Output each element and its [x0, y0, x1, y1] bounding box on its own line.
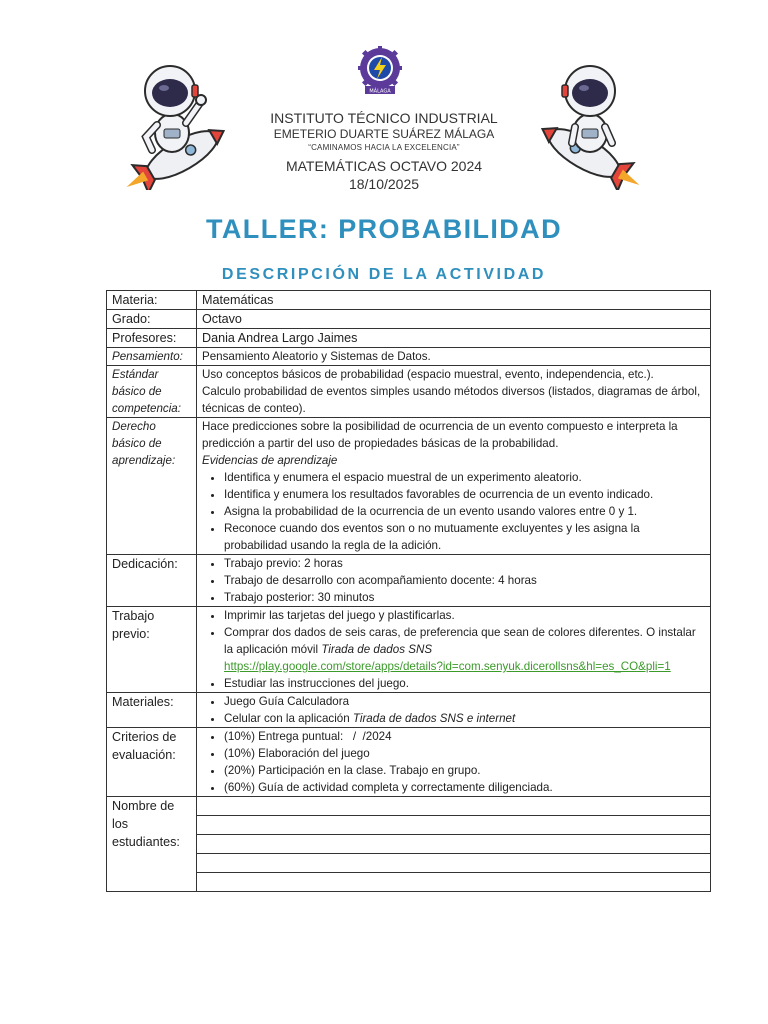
row-value: Octavo — [197, 310, 711, 329]
row-value — [197, 418, 711, 555]
dba-intro: Hace predicciones sobre la posibilidad de ocurrencia de un evento compuesto e interpreta la predicción a partir del uso de propiedades básicas de la probabilidad. — [202, 420, 678, 450]
row-label: Grado: — [107, 310, 197, 329]
row-value: Matemáticas — [197, 291, 711, 310]
table-row — [107, 555, 711, 607]
standard-line: Calculo probabilidad de eventos simples usando métodos diversos (listados, diagramas de árbol, técnicas de conteo). — [202, 385, 701, 415]
list-item: • (20%) Participación en la clase. Trabajo en grupo. — [224, 762, 705, 779]
table-row — [107, 835, 711, 854]
row-label: Dedicación: — [107, 555, 197, 607]
row-value — [197, 728, 711, 797]
table-row — [107, 366, 711, 418]
list-item: • Juego Guía Calculadora — [224, 693, 705, 710]
app-store-link[interactable]: https://play.google.com/store/apps/details?id=com.senyuk.dicerollsns&hl=es_CO&pli=1 — [224, 660, 671, 673]
student-name-field[interactable] — [197, 797, 711, 816]
dedication-list — [202, 555, 705, 606]
list-item: • Identifica y enumera el espacio muestral de un experimento aleatorio. — [224, 469, 705, 486]
table-row — [107, 348, 711, 366]
table-row — [107, 728, 711, 797]
materials-list — [202, 693, 705, 727]
row-value — [197, 366, 711, 418]
list-item: • (60%) Guía de actividad completa y correctamente diligenciada. — [224, 779, 705, 796]
document-header — [0, 0, 768, 200]
institution-motto: “CAMINAMOS HACIA LA EXCELENCIA” — [308, 143, 460, 152]
row-label: Profesores: — [107, 329, 197, 348]
evidence-list — [202, 469, 705, 554]
criteria-list — [202, 728, 705, 796]
logo-caption: MÁLAGA — [369, 88, 391, 94]
standard-line: Uso conceptos básicos de probabilidad (espacio muestral, evento, independencia, etc.). — [202, 368, 654, 381]
list-item: • Identifica y enumera los resultados favorables de ocurrencia de un evento indicado. — [224, 486, 705, 503]
list-item: • Trabajo posterior: 30 minutos — [224, 589, 705, 606]
app-name: Tirada de dados SNS e internet — [352, 712, 516, 725]
row-label: Pensamiento: — [107, 348, 197, 366]
student-name-field[interactable] — [197, 816, 711, 835]
row-value — [197, 555, 711, 607]
row-label: Estándar básico de competencia: — [107, 366, 197, 418]
list-item: • Reconoce cuando dos eventos son o no mutuamente excluyentes y les asigna la probabilidad usando la regla de la adición. — [224, 520, 705, 554]
row-value — [197, 607, 711, 693]
table-row — [107, 607, 711, 693]
row-label: Criterios de evaluación: — [107, 728, 197, 797]
table-row — [107, 418, 711, 555]
table-row — [107, 693, 711, 728]
list-item: • Imprimir las tarjetas del juego y plastificarlas. — [224, 607, 705, 624]
institution-subname: EMETERIO DUARTE SUÁREZ MÁLAGA — [273, 127, 495, 141]
table-row — [107, 854, 711, 873]
row-label: Trabajo previo: — [107, 607, 197, 693]
list-item: • Trabajo de desarrollo con acompañamiento docente: 4 horas — [224, 572, 705, 589]
student-name-field[interactable] — [197, 854, 711, 873]
list-item — [224, 710, 705, 727]
table-row — [107, 797, 711, 816]
document-date: 18/10/2025 — [348, 176, 420, 192]
evidence-title: Evidencias de aprendizaje — [202, 454, 338, 467]
section-subtitle: DESCRIPCIÓN DE LA ACTIVIDAD — [221, 266, 547, 283]
activity-table — [106, 290, 711, 892]
student-name-field[interactable] — [197, 835, 711, 854]
table-row — [107, 291, 711, 310]
table-row — [107, 873, 711, 892]
list-item: • (10%) Entrega puntual: / /2024 — [224, 728, 705, 745]
table-row — [107, 310, 711, 329]
row-label: Materia: — [107, 291, 197, 310]
school-logo-icon — [357, 46, 403, 94]
table-row — [107, 816, 711, 835]
row-value: Pensamiento Aleatorio y Sistemas de Datos. — [197, 348, 711, 366]
list-item-text: Celular con la aplicación — [224, 712, 353, 725]
row-value: Dania Andrea Largo Jaimes — [197, 329, 711, 348]
app-name: Tirada de dados SNS — [321, 643, 433, 656]
list-item: • Trabajo previo: 2 horas — [224, 555, 705, 572]
row-label: Materiales: — [107, 693, 197, 728]
list-item: • Estudiar las instrucciones del juego. — [224, 675, 705, 692]
list-item — [224, 624, 705, 675]
table-row — [107, 329, 711, 348]
institution-name: INSTITUTO TÉCNICO INDUSTRIAL — [270, 110, 498, 126]
page-title: TALLER: PROBABILIDAD — [206, 214, 562, 244]
row-value — [197, 693, 711, 728]
row-label: Derecho básico de aprendizaje: — [107, 418, 197, 555]
prior-work-list — [202, 607, 705, 692]
row-label: Nombre de los estudiantes: — [107, 797, 197, 892]
course-name: MATEMÁTICAS OCTAVO 2024 — [285, 158, 483, 174]
list-item-text: Comprar dos dados de seis caras, de preferencia que sean de colores diferentes. O instalar la aplicación móvil — [224, 626, 696, 656]
list-item: • (10%) Elaboración del juego — [224, 745, 705, 762]
student-name-field[interactable] — [197, 873, 711, 892]
list-item: • Asigna la probabilidad de la ocurrencia de un evento usando valores entre 0 y 1. — [224, 503, 705, 520]
